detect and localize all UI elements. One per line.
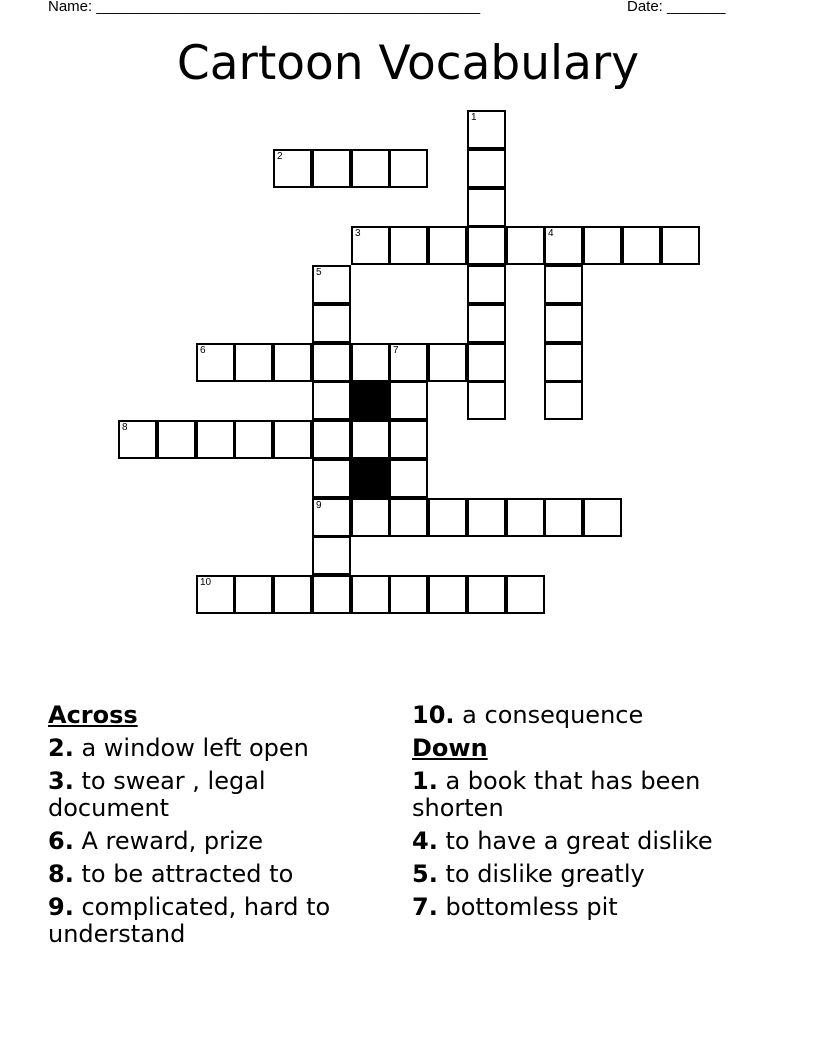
clue-across-2: 2. a window left open [48, 734, 309, 762]
crossword-cell[interactable] [583, 498, 622, 537]
crossword-cell[interactable] [196, 420, 235, 459]
crossword-cell[interactable] [389, 575, 428, 614]
crossword-cell[interactable] [544, 304, 583, 343]
crossword-cell[interactable] [389, 498, 428, 537]
crossword-cell[interactable] [351, 343, 390, 382]
clue-down-7: 7. bottomless pit [412, 893, 618, 921]
crossword-cell[interactable] [273, 149, 312, 188]
crossword-cell[interactable] [428, 226, 467, 265]
page-title: Cartoon Vocabulary [176, 36, 640, 91]
clue-number: 6 [200, 345, 206, 356]
clues-right-column [412, 702, 772, 927]
crossword-cell[interactable] [389, 149, 428, 188]
crossword-cell[interactable] [312, 498, 351, 537]
crossword-cell[interactable] [389, 420, 428, 459]
crossword-cell[interactable] [312, 459, 351, 498]
crossword-cell[interactable] [467, 265, 506, 304]
clue-number: 5 [316, 267, 322, 278]
clue-across-6: 6. A reward, prize [48, 827, 264, 855]
clue-number: 7 [393, 345, 399, 356]
clue-across-9: 9. complicated, hard to understand [48, 893, 331, 948]
down-heading: Down [412, 734, 488, 762]
crossword-cell[interactable] [196, 575, 235, 614]
crossword-cell[interactable] [351, 149, 390, 188]
crossword-cell[interactable] [389, 381, 428, 420]
crossword-cell[interactable] [467, 575, 506, 614]
crossword-cell[interactable] [428, 575, 467, 614]
crossword-cell[interactable] [389, 343, 428, 382]
across-heading: Across [48, 701, 138, 729]
crossword-cell[interactable] [428, 343, 467, 382]
crossword-cell[interactable] [661, 226, 700, 265]
crossword-cell[interactable] [312, 343, 351, 382]
crossword-cell[interactable] [544, 381, 583, 420]
clue-across-8: 8. to be attracted to [48, 860, 294, 888]
crossword-cell[interactable] [467, 381, 506, 420]
crossword-cell[interactable] [389, 226, 428, 265]
crossword-cell[interactable] [389, 459, 428, 498]
clue-down-5: 5. to dislike greatly [412, 860, 645, 888]
crossword-cell[interactable] [351, 498, 390, 537]
clue-number: 3 [355, 228, 361, 239]
crossword-cell[interactable] [234, 420, 273, 459]
crossword-cell[interactable] [506, 575, 545, 614]
crossword-cell[interactable] [467, 343, 506, 382]
crossword-cell[interactable] [234, 343, 273, 382]
crossword-cell[interactable] [273, 420, 312, 459]
crossword-cell[interactable] [428, 498, 467, 537]
clue-down-1: 1. a book that has been shorten [412, 767, 701, 822]
crossword-cell[interactable] [234, 575, 273, 614]
crossword-cell[interactable] [312, 420, 351, 459]
clues-left-column [48, 702, 388, 954]
crossword-cell[interactable] [312, 304, 351, 343]
crossword-cell[interactable] [157, 420, 196, 459]
clue-across-10: 10. a consequence [412, 701, 644, 729]
crossword-cell[interactable] [467, 110, 506, 149]
crossword-cell[interactable] [467, 188, 506, 227]
crossword-block-cell [351, 459, 390, 498]
crossword-cell[interactable] [544, 265, 583, 304]
crossword-cell[interactable] [467, 304, 506, 343]
crossword-cell[interactable] [312, 381, 351, 420]
crossword-cell[interactable] [118, 420, 157, 459]
clue-number: 4 [548, 228, 554, 239]
clue-number: 8 [122, 422, 128, 433]
crossword-cell[interactable] [351, 226, 390, 265]
crossword-cell[interactable] [312, 536, 351, 575]
clue-number: 10 [200, 577, 212, 588]
clue-down-4: 4. to have a great dislike [412, 827, 713, 855]
crossword-cell[interactable] [351, 575, 390, 614]
clue-number: 2 [277, 151, 283, 162]
crossword-cell[interactable] [467, 149, 506, 188]
crossword-cell[interactable] [312, 149, 351, 188]
crossword-cell[interactable] [273, 575, 312, 614]
crossword-cell[interactable] [467, 226, 506, 265]
crossword-cell[interactable] [196, 343, 235, 382]
crossword-cell[interactable] [273, 343, 312, 382]
crossword-cell[interactable] [467, 498, 506, 537]
crossword-cell[interactable] [506, 498, 545, 537]
crossword-cell[interactable] [544, 498, 583, 537]
crossword-cell[interactable] [544, 226, 583, 265]
crossword-cell[interactable] [312, 265, 351, 304]
clue-number: 9 [316, 500, 322, 511]
date-field-label: Date: _______ [627, 0, 726, 15]
crossword-cell[interactable] [544, 343, 583, 382]
crossword-cell[interactable] [583, 226, 622, 265]
clue-across-3: 3. to swear , legal document [48, 767, 266, 822]
crossword-block-cell [351, 381, 390, 420]
crossword-cell[interactable] [351, 420, 390, 459]
name-field-label: Name: ______________________________________________ [48, 0, 481, 15]
clue-number: 1 [471, 112, 477, 123]
crossword-cell[interactable] [312, 575, 351, 614]
crossword-cell[interactable] [506, 226, 545, 265]
crossword-cell[interactable] [622, 226, 661, 265]
